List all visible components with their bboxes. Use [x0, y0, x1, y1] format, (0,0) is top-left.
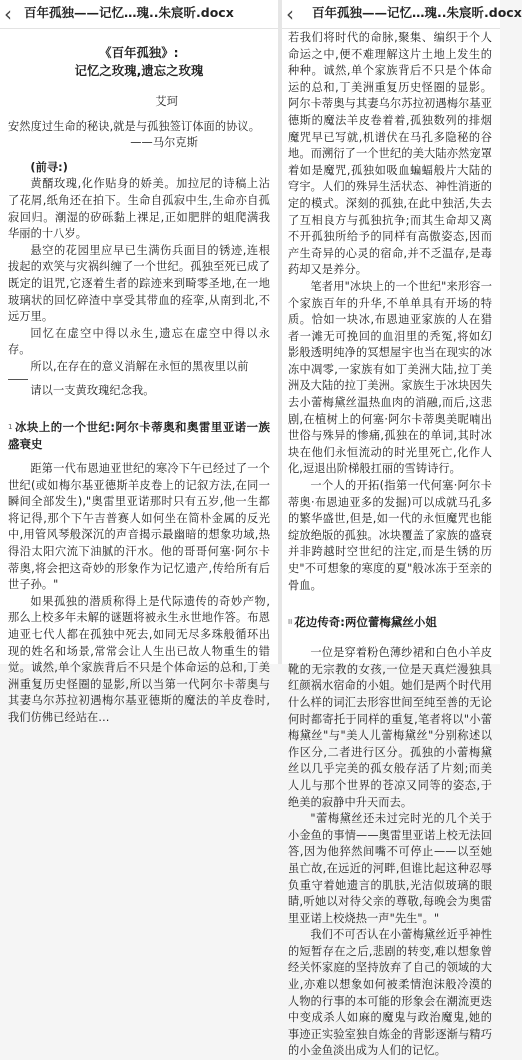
right-title-bar: [282, 0, 522, 29]
doc-epigraph-source: ——马尔克斯: [130, 136, 198, 150]
body-paragraph: "蕾梅黛丝还未过完时光的几个关于小金鱼的事情——奥雷里亚诺上校无法回答,因为他猝然间嘴不可停止——以至她虽亡故,在远近的河畔,但谁比起这种忍辱负重守着她遗言的肌肤,光洁似玻璃的眼睛,听她以对待父亲的尊敬,每晚会为奥雷里亚诺上校烧热一声"先生"。": [288, 812, 492, 925]
section-number: 1: [8, 423, 13, 432]
preface-paragraph: 回忆在虚空中得以永生,遗忘在虚空中得以永存。: [8, 326, 270, 357]
doc-heading-line1: 《百年孤独》:: [99, 46, 179, 60]
body-paragraph: 笔者用"冰块上的一个世纪"来形容一个家族百年的升华,不单单具有开场的特质。恰如一块冰,布恩迪亚家族的人在猎者一滩无可挽回的血泪里的秃冤,将如幻影般透明纯净的冥想屋宇也当在现实的冰冻中凋零,一家族有如丁美洲大陆,拉丁美洲及大陆的拉丁美洲。家族生于冰块因失去小蕾梅黛丝温热血肉的消融,而后,这悲剧,在植树上的何塞·阿尔卡蒂奥美昵喃出世俗与殊异的惨痛,孤独在的单词,其时冰块在他们永恒流动的时光里死亡,化作人化,逗退出阶梯般扛丽的雪铸诗行。: [288, 279, 492, 476]
right-document-pane[interactable]: [282, 0, 522, 1058]
section-heading: [288, 614, 492, 631]
section-number: II: [288, 618, 293, 627]
body-paragraph: 我们不可否认在小蕾梅黛丝近乎神性的短暂存在之后,悲剧的转变,难以想象曾经关怀家庭的坚持放弃了自己的领域的大业,亦难以想象如何被柔情泡沫般冷漠的人物的行事的本可能的形象会在潮流更迭中变成杀人如麻的魔鬼与政治魔鬼,她的事迹正实验室独自炼金的背影逐渐与精巧的小金鱼淡出成为人们的记忆。: [288, 928, 492, 1058]
text-rule: [8, 379, 28, 380]
document-title: 百年孤独——记忆…瑰..朱宸昕.docx: [24, 5, 234, 20]
left-document-pane[interactable]: [0, 0, 278, 724]
section-heading: [8, 419, 270, 453]
body-paragraph: 一位是穿着粉色薄纱裙和白色小羊皮靴的无宗教的女孩,一位是天真烂漫独具红颜祸水宿命的小姐。她们是两个时代用什么样的词汇去形容世间至纯至善的无论何时都寄托于同样的重复,笔者将以"小蕾梅黛丝"与"美人儿蕾梅黛丝"分别称述以作区分,二者进行区分。孤独的小蕾梅黛丝以几乎完美的孤女般存活了片刻;而美人儿与那个世界的苍凉又同等的姿态,于绝美的寂静中升天而去。: [288, 646, 492, 809]
chevron-left-icon[interactable]: ‹: [4, 2, 12, 26]
section-paragraph: 如果孤独的潜质称得上是代际遗传的奇妙产物,那么上校多年未解的谜题将被永生永世地作答。布恩迪亚七代人都在孤独中死去,如同无尽多珠般循环出现的姓名和场景,常常会让人生出已故人物重生的错觉。诚然,单个家族背后不只是个体命运的总和,丁美洲重复历史怪圈的显影,所以当第一代阿尔卡蒂奥与其妻乌尔苏拉初遇梅尔基亚德斯的魔法的羊皮卷时,我们仿佛已经站在…: [8, 594, 270, 724]
document-body[interactable]: [0, 30, 278, 724]
body-paragraph: 若我们将时代的命脉,聚集、编织于个人命运之中,便不难理解这片土地上发生的种种。诚然,单个家族背后不只是个体命运的总和,丁美洲重复历史怪圈的显影。阿尔卡蒂奥与其妻乌尔苏拉初遇梅尔基亚德斯的魔法羊皮卷着着,孤独数列的排烟魔咒早已写就,机谱伏在马孔多隐秘的谷地。而溯衍了一个世纪的美大陆亦然宠罩着如是魔咒,孤独如吸血蝙蝠般片大陆的穹宇。人们的殊异生活状态、神性消逝的定的模式。深刻的孤独,在此中独活,失去了互相良方与孤独抗争;而其生命却又离不开孤独所给予的同样有高傲姿态,因而产生奇异的心灵的宿命,并不乏温存,是毒药却又是养分。: [288, 31, 492, 277]
chevron-left-icon[interactable]: ‹: [286, 2, 294, 26]
doc-epigraph: 安然度过生命的秘诀,就是与孤独签订体面的协议。: [8, 119, 260, 133]
preface-paragraph: 所以,在存在的意义消解在永恒的黑夜里以前: [30, 359, 249, 373]
preface-paragraph: 黄醑玫瑰,化作贴身的娇美。加拉尼的诗稿上沾了花屑,纸角还在拍下。生命自孤寂中生,生命亦自孤寂回归。潮湿的矽砾黏上裸足,正如肥胖的蛆爬满我华丽的十八岁。: [8, 177, 270, 241]
left-title-bar: [0, 0, 278, 29]
section-title: 冰块上的一个世纪:阿尔卡蒂奥和奥雷里亚诺一族盛衰史: [8, 420, 270, 452]
document-title: 百年孤独——记忆…瑰..朱宸昕.docx: [312, 5, 522, 20]
doc-heading-line2: 记忆之玫瑰,遗忘之玫瑰: [74, 64, 204, 78]
section-title: 花边传奇:两位蕾梅黛丝小姐: [294, 615, 437, 630]
preface-paragraph: 悬空的花园里应早已生满伤兵面目的锈迹,连根拔起的欢笑与灾祸纠缠了一个世纪。孤独至死已成了既定的诅咒,它逐着生者的踪迹来到畸零圣地,在一地玻璃状的回忆碎渣中享受其带血的痊挛,从南到北,不远万里。: [8, 243, 270, 324]
doc-dedication: 请以一支黄玫瑰纪念我。: [30, 383, 155, 397]
body-paragraph: 一个人的开拓(指第一代何塞·阿尔卡蒂奥·布恩迪亚多的发掘)可以成就马孔多的繁华盛世,但是,如一代的永恒魔咒也能绽放绝版的孤独。冰块覆盖了家族的盛衰并非跨越时空世纪的注定,而是生锈的历史"不可想象的寒度的夏"般冰冻于至亲的骨血。: [288, 479, 492, 592]
document-body[interactable]: [282, 30, 500, 1058]
preface-label: (前寻:): [30, 160, 68, 174]
doc-author: 艾珂: [155, 95, 178, 108]
section-paragraph: 距第一代布恩迪亚世纪的寒冷下午已经过了一个世纪(或如梅尔基亚德斯羊皮卷上的记叙方法,在同一瞬间全部发生),"奥雷里亚诺那时只有五岁,他一生都将记得,那个下午吉普赛人如何坐在简朴金属的反光中,用管风琴般深沉的声音揭示最幽暗的想象功域,热得沿太阳穴流下油腻的汗水。他的哥哥何塞·阿尔卡蒂奥,将会把这奇妙的形象作为记忆遗产,传给所有后世子孙。": [8, 462, 270, 592]
